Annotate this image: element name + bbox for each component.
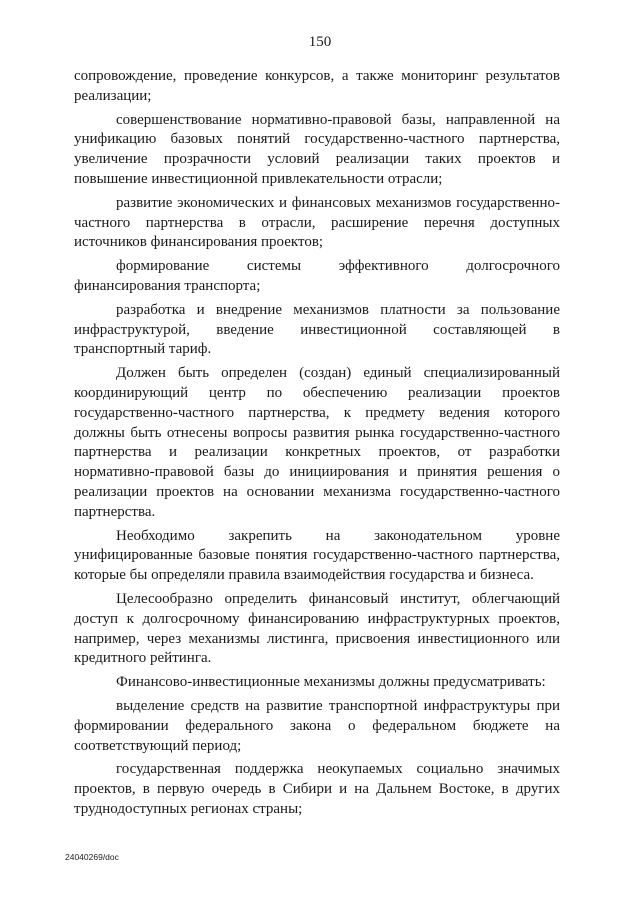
document-body: [74, 67, 560, 820]
paragraph-7: Необходимо закрепить на законодательном уровне унифицированные базовые понятия государственно-частного партнерства, которые бы определяли правила взаимодействия государства и бизнеса.: [74, 527, 560, 584]
paragraph-9: Финансово-инвестиционные механизмы должны предусматривать:: [116, 674, 546, 691]
paragraph-11: государственная поддержка неокупаемых социально значимых проектов, в первую очередь в Сибири и на Дальнем Востоке, в других труднодоступных регионах страны;: [74, 761, 560, 817]
paragraph-4: формирование системы эффективного долгосрочного финансирования транспорта;: [74, 258, 560, 294]
paragraph-2: совершенствование нормативно-правовой базы, направленной на унификацию базовых понятий государственно-частного партнерства, увеличение прозрачности условий реализации таких проектов и повышение инвестиционной привлекательности отрасли;: [74, 111, 560, 187]
paragraph-3: развитие экономических и финансовых механизмов государственно-частного партнерства в отрасли, расширение перечня доступных источников финансирования проектов;: [74, 194, 560, 251]
paragraph-10: выделение средств на развитие транспортной инфраструктуры при формировании федерального закона о федеральном бюджете на соответствующий период;: [74, 697, 560, 754]
paragraph-1: сопровождение, проведение конкурсов, а также мониторинг результатов реализации;: [74, 68, 560, 104]
footer-document-code: 24040269/doc: [65, 852, 119, 862]
paragraph-5: разработка и внедрение механизмов платности за пользование инфраструктурой, введение инвестиционной составляющей в транспортный тариф.: [74, 301, 560, 358]
page-number: 150: [308, 34, 332, 50]
paragraph-6: Должен быть определен (создан) единый специализированный координирующий центр по обеспечению реализации проектов государственно-частного партнерства, к предмету ведения которого должны быть отнесены вопросы развития рынка государственно-частного партнерства и реализации конкретных проектов, от разработки нормативно-правовой базы до инициирования и принятия решения о реализации проектов на основании механизма государственно-частного партнерства.: [74, 365, 560, 520]
paragraph-8: Целесообразно определить финансовый институт, облегчающий доступ к долгосрочному финансированию инфраструктурных проектов, например, через механизмы листинга, присвоения инвестиционного или кредитного рейтинга.: [74, 590, 560, 667]
